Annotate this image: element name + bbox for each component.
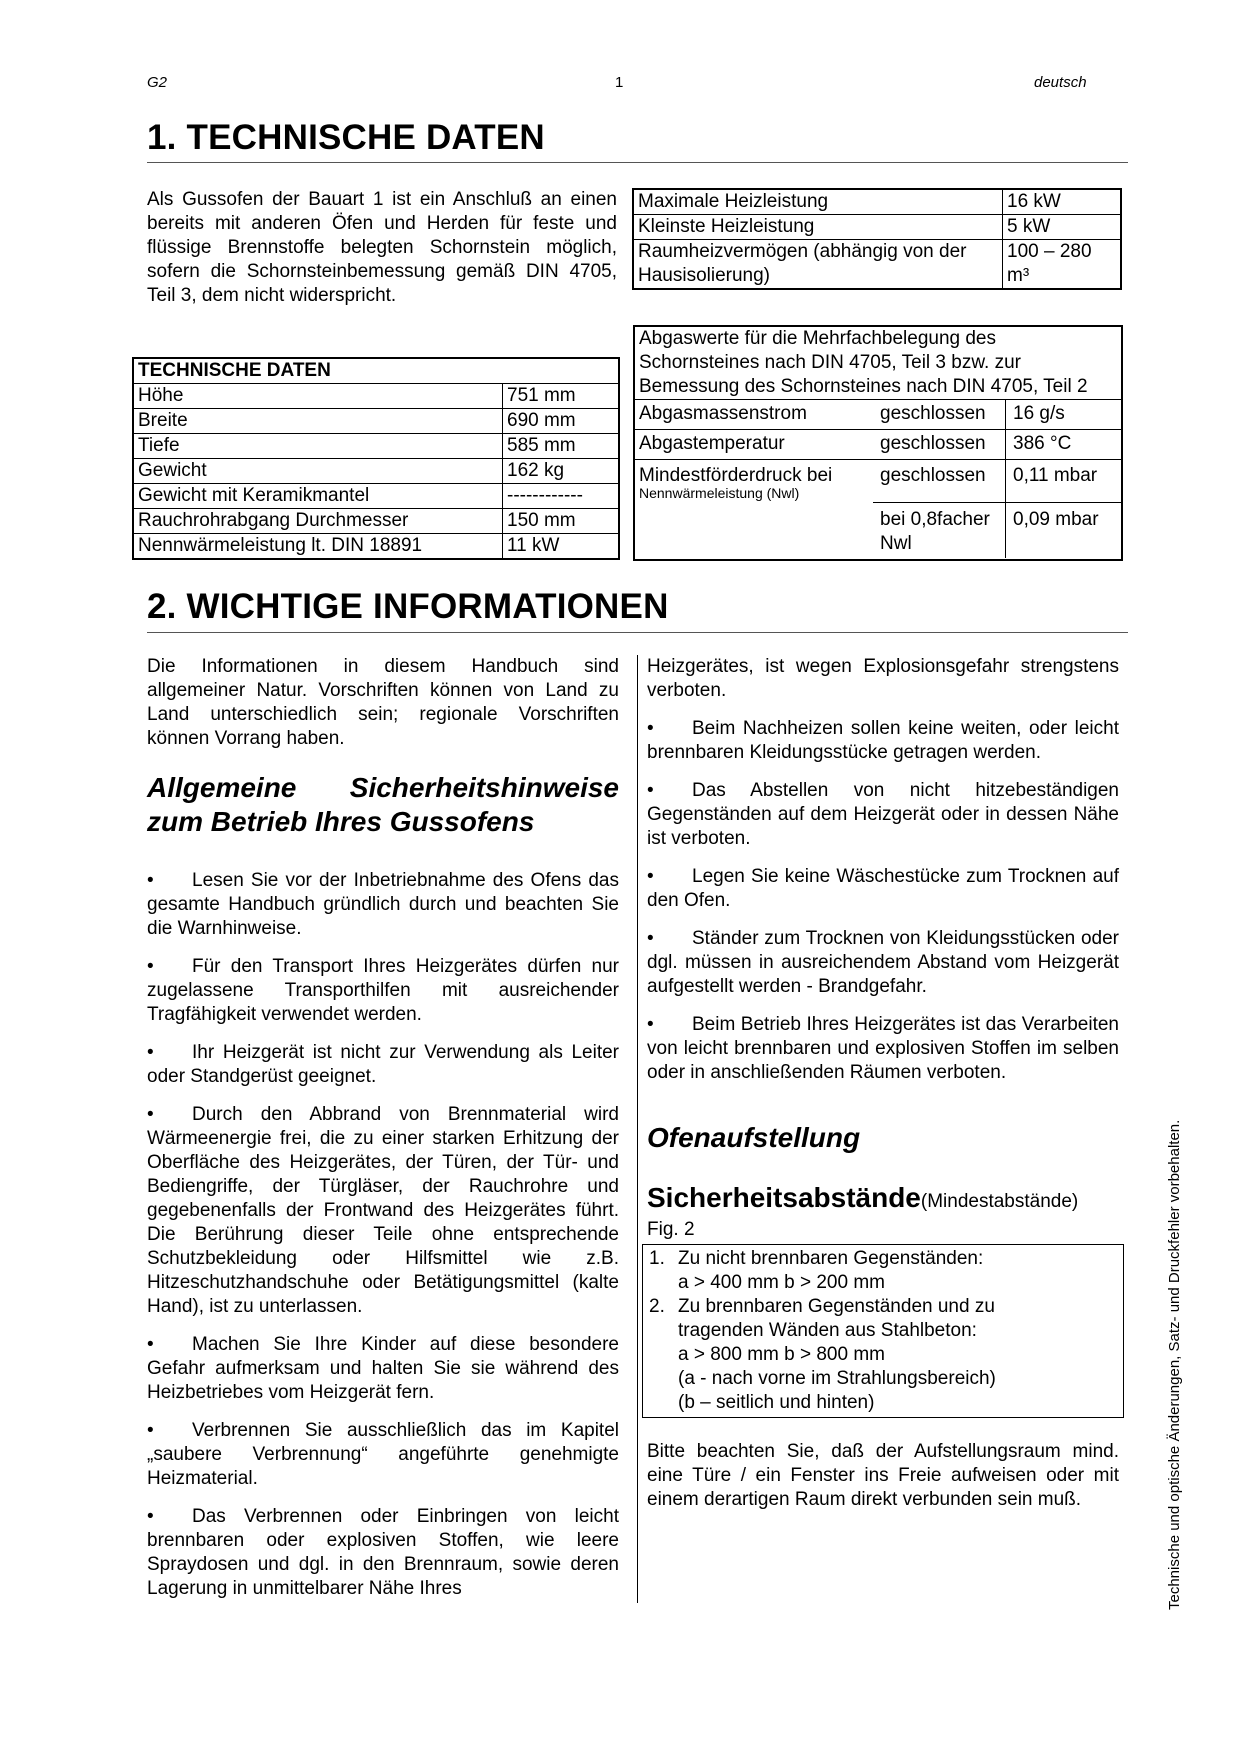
power-table — [632, 188, 1122, 290]
col-divider — [1005, 400, 1006, 558]
page-number: 1 — [615, 74, 624, 91]
list-item: • Ständer zum Trocknen von Kleidungsstücken oder dgl. müssen in ausreichendem Abstand vom Heizgerät aufgestellt werden - Brandgefahr. — [647, 928, 1119, 997]
table-row: Höhe 751 mm — [133, 384, 619, 409]
exhaust-rows — [635, 400, 1121, 556]
column-divider — [637, 655, 638, 1603]
section1-rule — [147, 162, 1128, 163]
table-row: Kleinste Heizleistung 5 kW — [633, 215, 1121, 240]
install-title: Ofenaufstellung — [647, 1122, 861, 1153]
right-column — [647, 655, 1119, 1526]
section1-intro: Als Gussofen der Bauart 1 ist ein Anschluß an einen bereits mit anderen Öfen und Herden für feste und flüssige Brennstoffe belegten Schornstein möglich, sofern die Schornsteinbemessung gemäß DIN 4705, Teil 3, dem nicht widerspricht. — [147, 189, 617, 306]
table-row: Gewicht mit Keramikmantel ------------ — [133, 484, 619, 509]
distance-title: Sicherheitsabstände — [647, 1182, 921, 1213]
table-row: bei 0,8facher Nwl 0,09 mbar — [880, 509, 1099, 554]
list-item: • Das Verbrennen oder Einbringen von leicht brennbaren oder explosiven Stoffen, wie leere Spraydosen und dgl. in den Brennraum, sowie deren Lagerung in unmittelbarer Nähe Ihres — [147, 1506, 619, 1599]
tech-table — [132, 357, 620, 560]
table-row: Gewicht 162 kg — [133, 459, 619, 484]
list-item: • Machen Sie Ihre Kinder auf diese besondere Gefahr aufmerksam und halten Sie sie während des Heizbetriebes vom Heizgerät fern. — [147, 1334, 619, 1403]
list-item: • Das Abstellen von nicht hitzebeständigen Gegenständen auf dem Heizgerät oder in dessen Nähe ist verboten. — [647, 780, 1119, 849]
header-left: G2 — [147, 74, 168, 91]
exhaust-heading: Abgaswerte für die Mehrfachbelegung des Schornsteines nach DIN 4705, Teil 3 bzw. zur Bemessung des Schornsteines nach DIN 4705, Teil 2 — [635, 327, 1121, 400]
distance-heading — [647, 1183, 1119, 1218]
section2-title: 2. WICHTIGE INFORMATIONEN — [147, 587, 669, 626]
table-row: Tiefe 585 mm — [133, 434, 619, 459]
section2-rule — [147, 632, 1128, 633]
exhaust-table — [633, 325, 1123, 561]
list-item: 1. Zu nicht brennbaren Gegenständen: a > 400 mm b > 200 mm — [649, 1248, 984, 1293]
side-note: Technische und optische Änderungen, Satz- und Druckfehler vorbehalten. — [1166, 1119, 1183, 1610]
header-language: deutsch — [1034, 74, 1087, 91]
section2-intro: Die Informationen in diesem Handbuch sind allgemeiner Natur. Vorschriften können von Land zu Land unterschiedlich sein; regionale Vorschriften können Vorrang haben. — [147, 656, 619, 749]
list-item: • Ihr Heizgerät ist nicht zur Verwendung als Leiter oder Standgerüst geeignet. — [147, 1042, 619, 1087]
list-item: • Für den Transport Ihres Heizgerätes dürfen nur zugelassene Transporthilfen mit ausreichender Tragfähigkeit verwendet werden. — [147, 956, 619, 1025]
list-item: • Beim Nachheizen sollen keine weiten, oder leicht brennbaren Kleidungsstücke getragen werden. — [647, 718, 1119, 763]
list-item: • Legen Sie keine Wäschestücke zum Trocknen auf den Ofen. — [647, 866, 1119, 911]
row-divider — [873, 502, 1121, 503]
safety-subtitle: Allgemeine Sicherheitshinweise zum Betrieb Ihres Gussofens — [147, 772, 619, 837]
table-row: Abgasmassenstrom geschlossen 16 g/s — [635, 400, 1121, 430]
left-column — [147, 655, 619, 1615]
list-item: • Durch den Abbrand von Brennmaterial wird Wärmeenergie frei, die zu einer starken Erhitzung der Oberfläche des Heizgerätes, der Türen, der Tür- und Bediengriffe, der Türgläser, der Rauchrohre und gegebenenfalls der Frontwand des Heizgerätes führt. Die Berührung dieser Teile ohne entsprechende Schutzbekleidung oder Hilfsmittel wie z.B. Hitzeschutzhandschuhe oder Betätigungsmittel (kalte Hand), ist zu unterlassen. — [147, 1104, 619, 1317]
table-row: Raumheizvermögen (abhängig von der Hausisolierung) 100 – 280 m³ — [633, 240, 1121, 290]
distance-box — [642, 1244, 1124, 1418]
list-item: • Verbrennen Sie ausschließlich das im Kapitel „saubere Verbrennung“ angeführte genehmigte Heizmaterial. — [147, 1420, 619, 1489]
table-row: Mindestförderdruck bei Nennwärmeleistung (Nwl) geschlossen 0,11 mbar — [639, 465, 1098, 501]
fig-label: Fig. 2 — [647, 1219, 695, 1240]
tech-table-heading: TECHNISCHE DATEN — [133, 358, 619, 384]
table-row: Nennwärmeleistung lt. DIN 18891 11 kW — [133, 534, 619, 560]
table-row: Maximale Heizleistung 16 kW — [633, 189, 1121, 215]
table-row: Abgastemperatur geschlossen 386 °C — [635, 430, 1121, 460]
list-item: 2. Zu brennbaren Gegenständen und zu tragenden Wänden aus Stahlbeton: a > 800 mm b > 800 mm (a - nach vorne im Strahlungsbereich) (b – seitlich und hinten) — [649, 1296, 996, 1413]
list-item: • Beim Betrieb Ihres Heizgerätes ist das Verarbeiten von leicht brennbaren und explosiven Stoffen im selben oder in anschließenden Räumen verboten. — [647, 1014, 1119, 1083]
continuation-text: Heizgerätes, ist wegen Explosionsgefahr strengstens verboten. — [647, 656, 1119, 701]
section1-title: 1. TECHNISCHE DATEN — [147, 118, 545, 157]
distance-suffix: (Mindestabstände) — [920, 1191, 1079, 1212]
table-row: Breite 690 mm — [133, 409, 619, 434]
table-row: Rauchrohrabgang Durchmesser 150 mm — [133, 509, 619, 534]
list-item: • Lesen Sie vor der Inbetriebnahme des Ofens das gesamte Handbuch gründlich durch und beachten Sie die Warnhinweise. — [147, 870, 619, 939]
closing-text: Bitte beachten Sie, daß der Aufstellungsraum mind. eine Türe / ein Fenster ins Freie aufweisen oder mit einem derartigen Raum direkt verbunden sein muß. — [647, 1441, 1119, 1510]
